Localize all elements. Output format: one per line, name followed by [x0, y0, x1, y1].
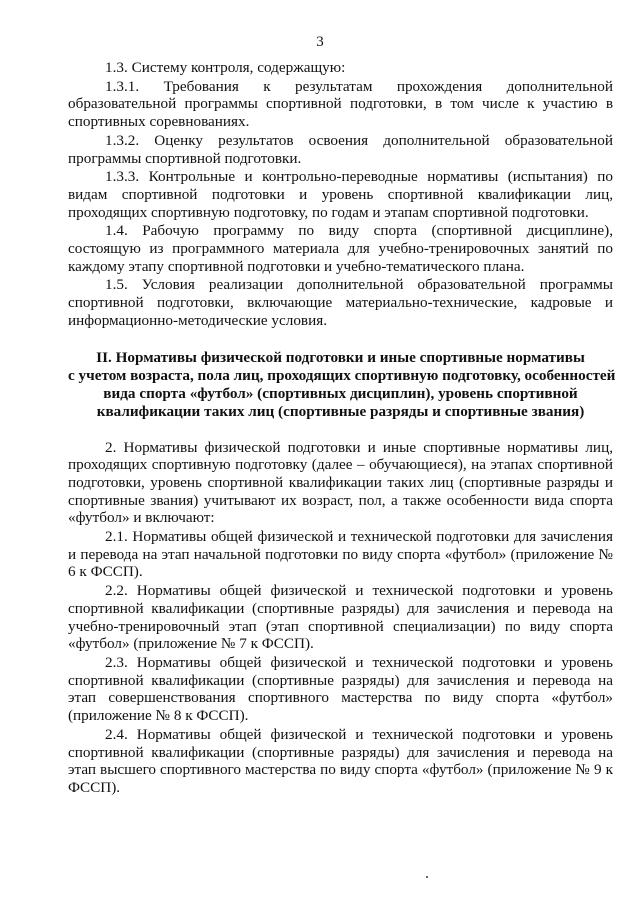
paragraph-2-2: 2.2. Нормативы общей физической и технической подготовки и уровень спортивной квалификации (спортивные разряды) для зачисления и перевода на учебно-тренировочный этап (этап спортивной специализации) по виду спорта «футбол» (приложение № 7 к ФССП).: [68, 582, 613, 653]
section-heading-line: II. Нормативы физической подготовки и иные спортивные нормативы: [96, 348, 585, 366]
paragraph-2-3: 2.3. Нормативы общей физической и технической подготовки и уровень спортивной квалификации (спортивные разряды) для зачисления и перевода на этап совершенствования спортивного мастерства по виду спорта «футбол» (приложение № 8 к ФССП).: [68, 653, 613, 725]
paragraph-1-5: 1.5. Условия реализации дополнительной образовательной программы спортивной подготовки, включающие материально-технические, кадровые и информационно-методические условия.: [68, 276, 613, 329]
paragraph-2-4: 2.4. Нормативы общей физической и технической подготовки и уровень спортивной квалификации (спортивные разряды) для зачисления и перевода на этап высшего спортивного мастерства по виду спорта «футбол» (приложение № 9 к ФССП).: [68, 725, 613, 796]
paragraph-1-3-2: 1.3.2. Оценку результатов освоения дополнительной образовательной программы спортивной подготовки.: [68, 131, 613, 167]
paragraph-1-3-1: 1.3.1. Требования к результатам прохождения дополнительной образовательной программы спортивной подготовки, в том числе к участию в спортивных соревнованиях.: [68, 77, 613, 131]
section-heading-line: квалификации таких лиц (спортивные разряды и спортивные звания): [96, 402, 585, 420]
paragraph-1-4: 1.4. Рабочую программу по виду спорта (спортивной дисциплине), состоящую из программного материала для учебно-тренировочных занятий по каждому этапу спортивной подготовки и учебно-тематического плана.: [68, 222, 613, 275]
section-heading: [68, 348, 616, 421]
paragraph-1-3-3: 1.3.3. Контрольные и контрольно-переводные нормативы (испытания) по видам спортивной подготовки и уровень спортивной квалификации лиц, проходящих спортивную подготовку, по годам и этапам спортивной подготовки.: [68, 168, 613, 221]
paragraph-1-3: 1.3. Систему контроля, содержащую:: [105, 59, 346, 76]
scan-speck: [426, 876, 428, 878]
document-body: [68, 59, 616, 798]
paragraph-2: 2. Нормативы физической подготовки и иные спортивные нормативы лиц, проходящих спортивную подготовку (далее – обучающиеся), на этапах спортивной подготовки, уровень спортивной квалификации таких лиц (спортивные разряды и спортивные звания) учитывают их возраст, пол, а также особенности вида спорта «футбол» и включают:: [68, 438, 613, 527]
page-number: 3: [316, 34, 324, 50]
section-heading-line: с учетом возраста, пола лиц, проходящих спортивную подготовку, особенностей: [68, 366, 616, 384]
paragraph-2-1: 2.1. Нормативы общей физической и технической подготовки для зачисления и перевода на этап начальной подготовки по виду спорта «футбол» (приложение № 6 к ФССП).: [68, 528, 613, 581]
section-heading-line: вида спорта «футбол» (спортивных дисциплин), уровень спортивной: [103, 384, 578, 402]
